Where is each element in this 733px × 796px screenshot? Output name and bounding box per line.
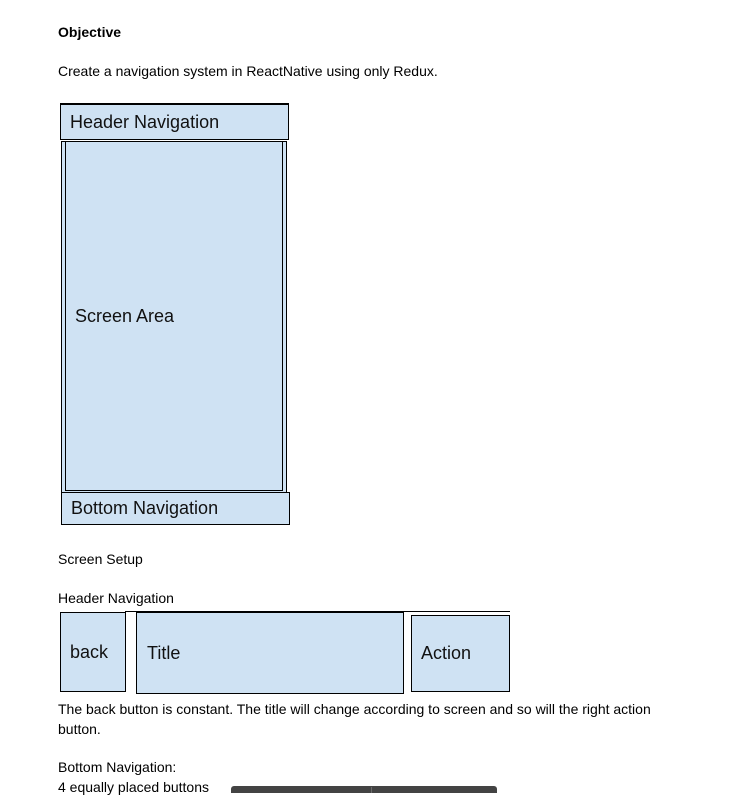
objective-heading: Objective: [58, 24, 122, 40]
bottom-navigation-box: [61, 492, 290, 525]
action-box: [411, 615, 510, 692]
bottom-navigation-label: Bottom Navigation: [71, 498, 219, 518]
title-box: [136, 612, 404, 694]
bottom-navigation-preview-divider: [371, 787, 372, 793]
back-label: back: [70, 641, 109, 662]
description-paragraph: The back button is constant. The title will change according to screen and so will the right action button.: [58, 701, 651, 737]
bottom-navigation-heading: Bottom Navigation:: [58, 759, 177, 775]
bottom-navigation-detail: 4 equally placed buttons: [58, 779, 209, 795]
action-label: Action: [421, 643, 472, 663]
screen-area-label: Screen Area: [75, 305, 175, 326]
bottom-navigation-preview: [231, 786, 497, 793]
screen-area-box: [65, 141, 283, 491]
title-label: Title: [147, 642, 181, 663]
objective-text: Create a navigation system in ReactNative using only Redux.: [58, 63, 438, 79]
header-navigation-section-label: Header Navigation: [58, 590, 174, 606]
header-navigation-box: [60, 103, 289, 140]
screen-setup-title: Screen Setup: [58, 551, 143, 567]
back-box: [60, 612, 126, 692]
header-navigation-label: Header Navigation: [70, 111, 220, 132]
